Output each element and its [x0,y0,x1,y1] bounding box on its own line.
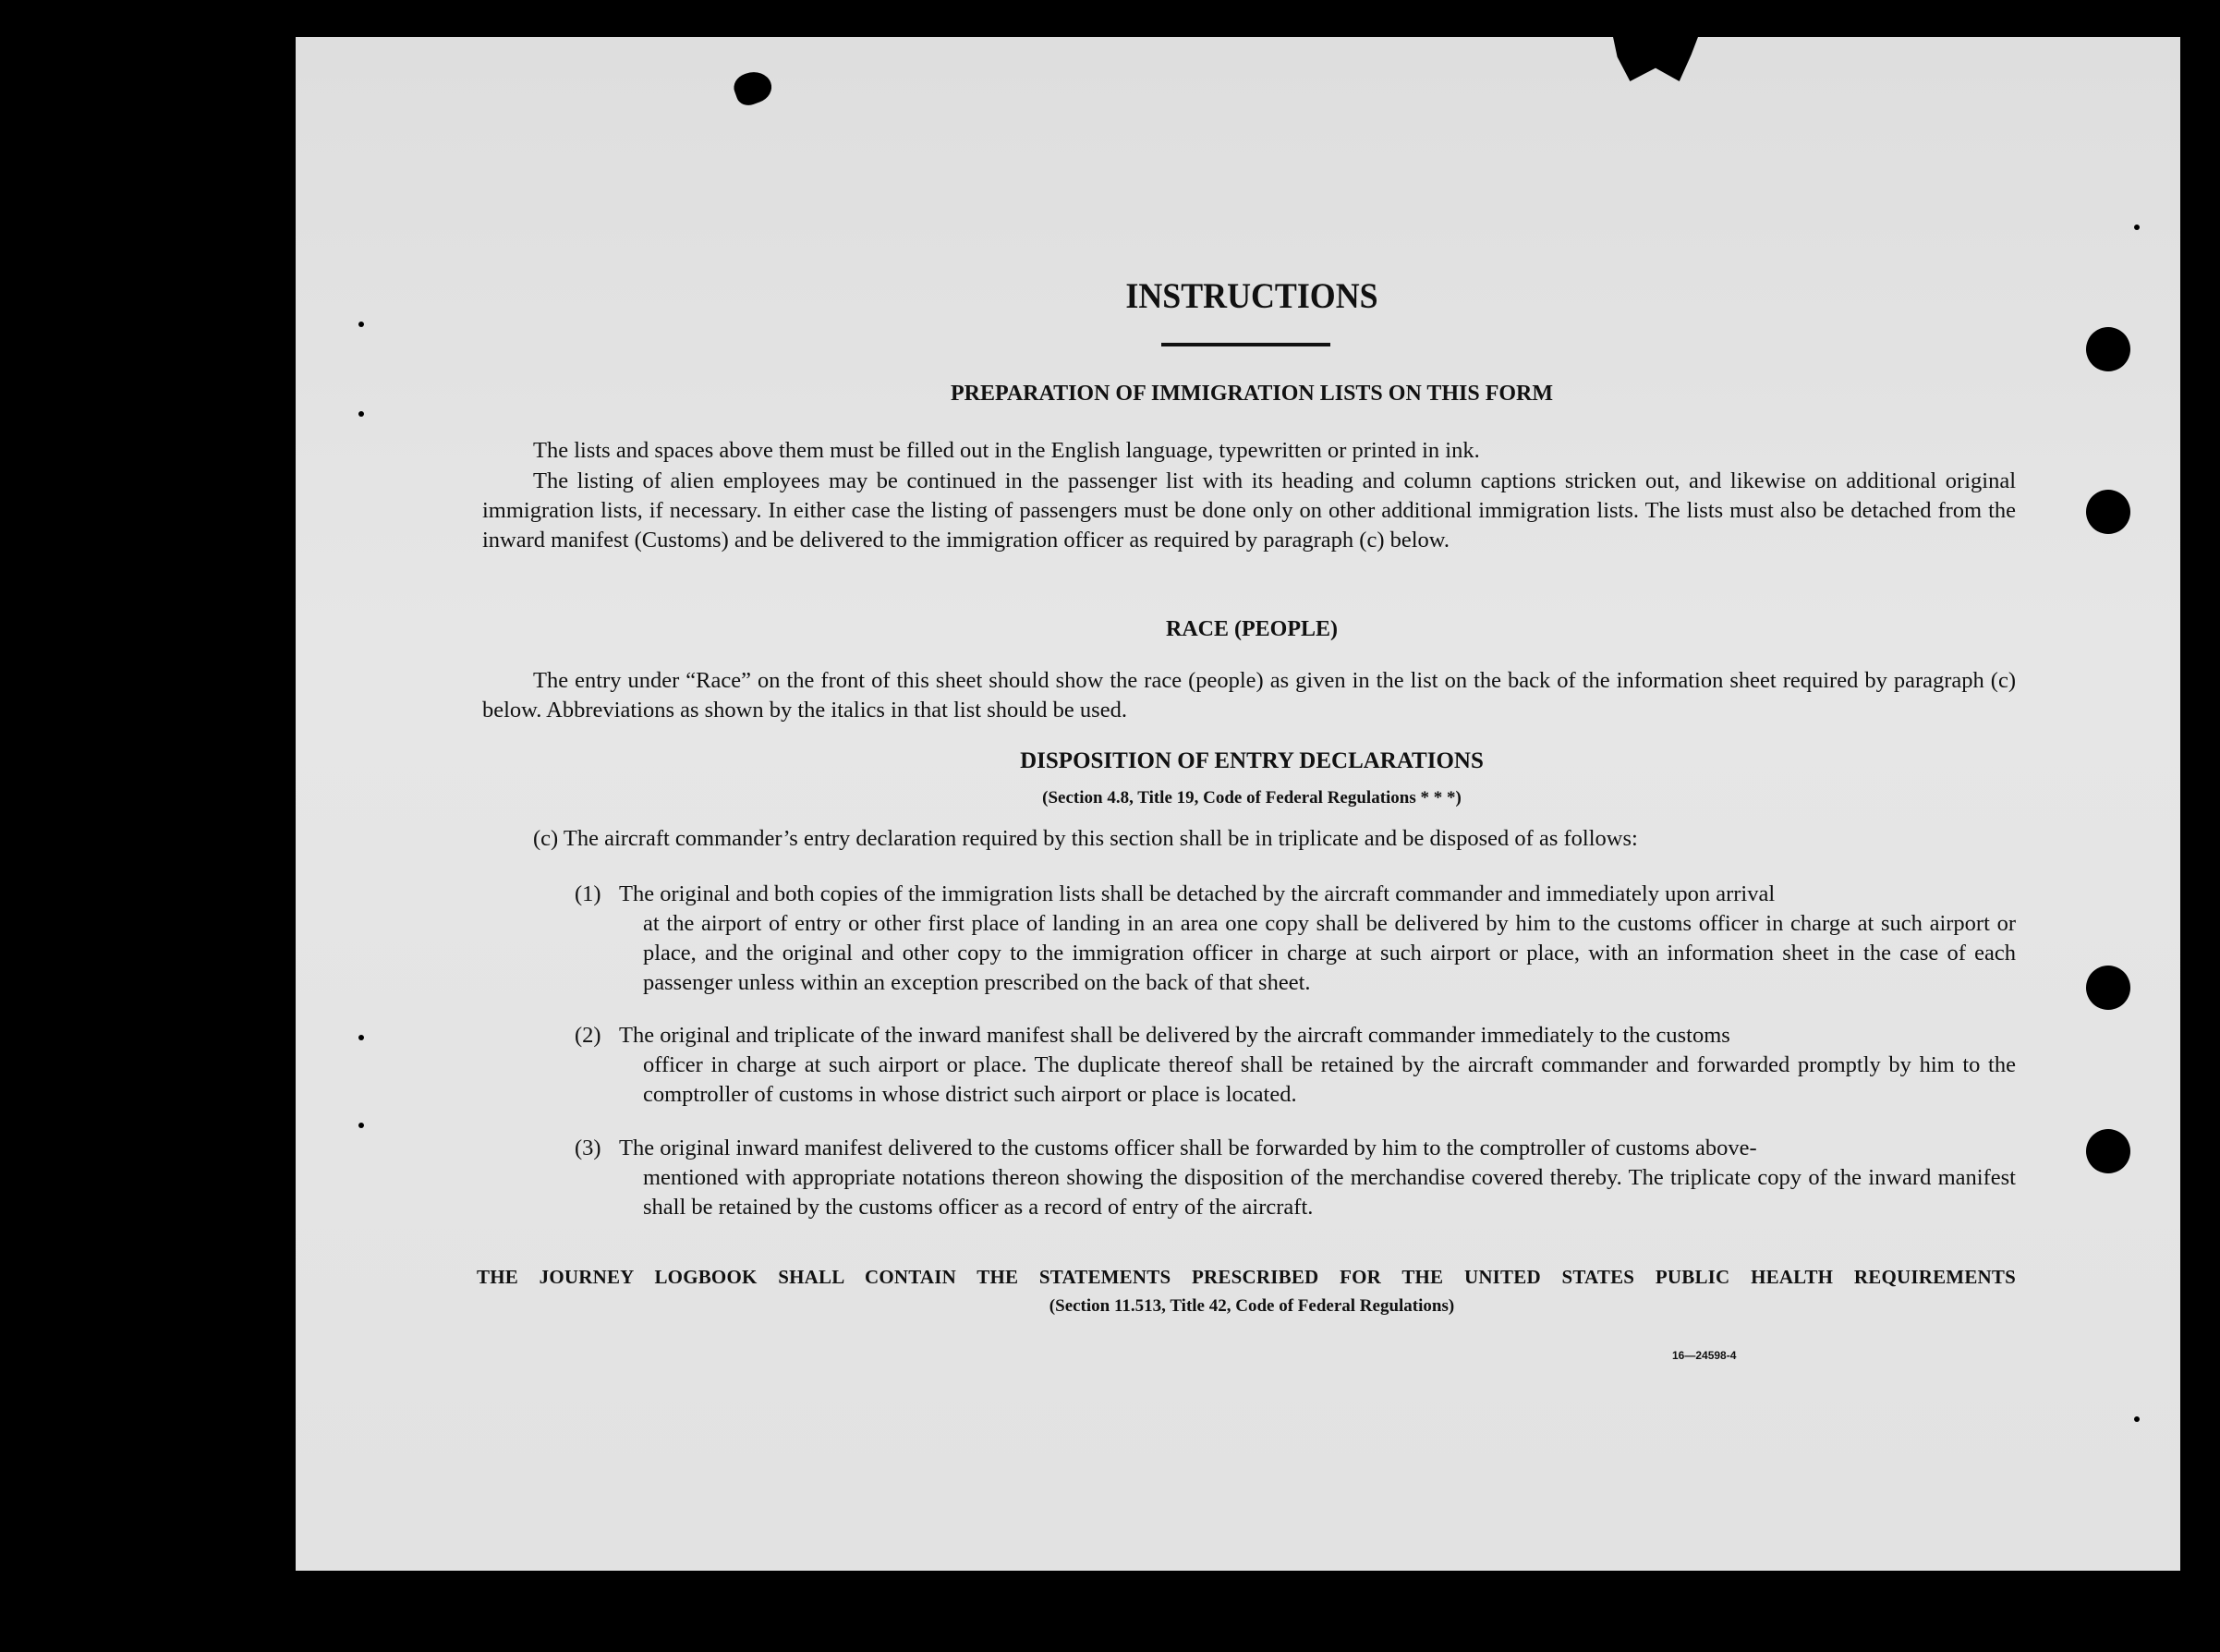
health-citation: (Section 11.513, Title 42, Code of Federal Regulations) [1049,1296,1455,1316]
race-paragraph [482,666,2016,725]
item-text: at the airport of entry or other first place of landing in an area one copy shall be delivered by him to the customs officer in charge at such airport or place, and the original and other copy to the immigration officer in charge at such airport or place, with an information sheet in the case of each passenger unless within an exception prescribed on the back of that sheet. [643,911,2016,995]
title-underline [1161,343,1330,346]
speck [358,322,364,327]
item-number: (1) [575,881,601,906]
speck [2134,1416,2140,1422]
race-heading: RACE (PEOPLE) [1166,617,1338,641]
disposition-intro [533,824,2016,854]
disposition-citation: (Section 4.8, Title 19, Code of Federal Regulations * * *) [1042,788,1462,808]
disposition-item-3-continued [643,1163,2016,1222]
preparation-paragraph-1 [482,436,2016,466]
disposition-item-2 [575,1021,2016,1051]
item-first-line: The original and triplicate of the inward manifest shall be delivered by the aircraft commander immediately to the customs [619,1023,1730,1048]
preparation-paragraph-2 [482,467,2016,555]
disposition-heading: DISPOSITION OF ENTRY DECLARATIONS [1020,748,1484,773]
disposition-item-1 [575,880,2016,909]
item-text: mentioned with appropriate notations thereon showing the disposition of the merchandise covered thereby. The triplicate copy of the inward manifest shall be retained by the customs officer as a record of entry of the aircraft. [643,1165,2016,1220]
item-number: (2) [575,1023,601,1048]
disposition-item-1-continued [643,909,2016,998]
punch-hole [2086,966,2130,1010]
preparation-heading: PREPARATION OF IMMIGRATION LISTS ON THIS FORM [950,382,1554,406]
punch-hole [2086,327,2130,371]
health-statement: THE JOURNEY LOGBOOK SHALL CONTAIN THE STATEMENTS PRESCRIBED FOR THE UNITED STATES PUBLIC HEALTH REQUIREMENTS [477,1266,2016,1288]
speck [358,1035,364,1040]
paragraph-text: The listing of alien employees may be continued in the passenger list with its heading and column captions stricken out, and likewise on additional original immigration lists, if necessary. In either case the listing of passengers must be done only on other additional immigration lists. The lists must also be detached from the inward manifest (Customs) and be delivered to the immigration officer as required by paragraph (c) below. [482,468,2016,553]
form-number: 16—24598-4 [1672,1349,1737,1362]
item-first-line: The original inward manifest delivered to the customs officer shall be forwarded by him to the comptroller of customs above- [619,1136,1757,1160]
item-text: officer in charge at such airport or place. The duplicate thereof shall be retained by the aircraft commander and forwarded promptly by him to the comptroller of customs in whose district such airport or place is located. [643,1052,2016,1107]
item-number: (3) [575,1136,601,1160]
disposition-item-2-continued [643,1051,2016,1110]
page-title: INSTRUCTIONS [1125,276,1378,316]
disposition-item-3 [575,1134,2016,1163]
punch-hole [2086,490,2130,534]
speck [358,1123,364,1128]
paragraph-text: The lists and spaces above them must be filled out in the English language, typewritten or printed in ink. [533,438,1480,463]
paragraph-text: (c) The aircraft commander’s entry declaration required by this section shall be in triplicate and be disposed of as follows: [533,826,1638,851]
speck [2134,225,2140,230]
paragraph-text: The entry under “Race” on the front of this sheet should show the race (people) as given in the list on the back of the information sheet required by paragraph (c) below. Abbreviations as shown by the italics in that list should be used. [482,668,2016,723]
speck [358,411,364,417]
item-first-line: The original and both copies of the immigration lists shall be detached by the aircraft commander and immediately upon arrival [619,881,1776,906]
punch-hole [2086,1129,2130,1173]
